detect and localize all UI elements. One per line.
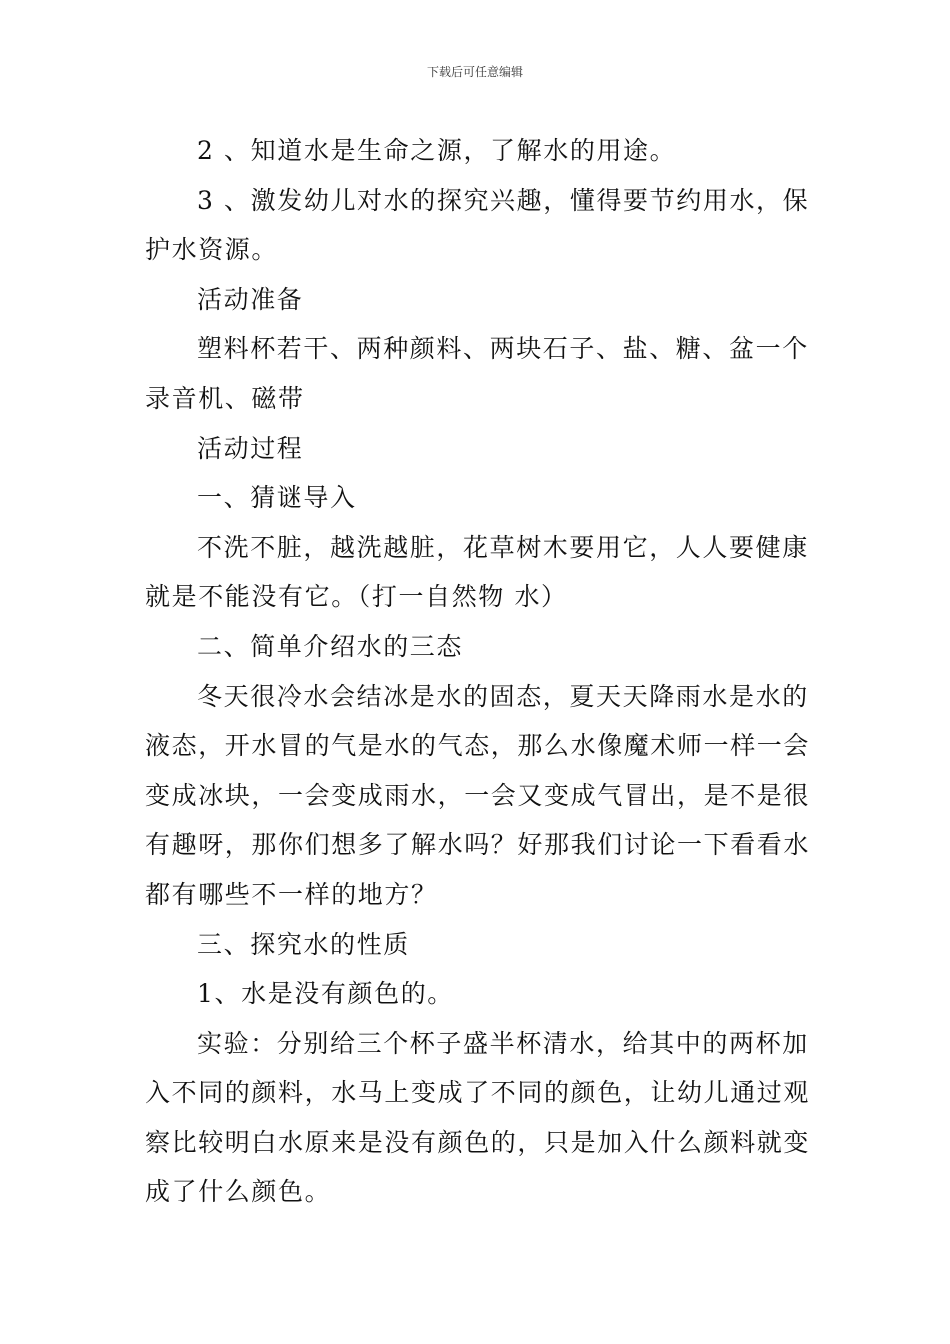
line-9: 不洗不脏，越洗越脏，花草树木要用它，人人要健康: [197, 532, 809, 562]
line-6: 录音机、磁带: [145, 383, 305, 413]
line-14: 变成冰块，一会变成雨水，一会又变成气冒出，是不是很: [145, 780, 811, 810]
line-15: 有趣呀，那你们想多了解水吗？好那我们讨论一下看看水: [145, 830, 811, 860]
line-19: 实验：分别给三个杯子盛半杯清水，给其中的两杯加: [197, 1028, 809, 1058]
heading-water-properties: 三、探究水的性质: [197, 929, 410, 959]
page-header: 下载后可任意编辑: [426, 65, 523, 79]
line-1: 2 、知道水是生命之源，了解水的用途。: [197, 136, 677, 165]
heading-three-states: 二、简单介绍水的三态: [197, 631, 464, 661]
document-body: [145, 126, 811, 1217]
line-16: 都有哪些不一样的地方？: [145, 879, 438, 909]
line-2: 3 、激发幼儿对水的探究兴趣，懂得要节约用水，保: [197, 185, 810, 215]
line-20: 入不同的颜料，水马上变成了不同的颜色，让幼儿通过观: [145, 1078, 811, 1108]
line-5: 塑料杯若干、两种颜料、两块石子、盐、糖、盆一个: [197, 334, 809, 364]
heading-riddle-intro: 一、猜谜导入: [197, 483, 357, 513]
line-13: 液态，开水冒的气是水的气态，那么水像魔术师一样一会: [145, 731, 811, 761]
line-3: 护水资源。: [145, 235, 279, 265]
line-22: 成了什么颜色。: [145, 1177, 332, 1207]
line-21: 察比较明白水原来是没有颜色的，只是加入什么颜料就变: [145, 1127, 811, 1157]
line-10: 就是不能没有它。（打一自然物 水）: [145, 582, 568, 612]
heading-activity-process: 活动过程: [197, 433, 304, 463]
heading-activity-preparation: 活动准备: [197, 284, 304, 314]
line-18: 1、水是没有颜色的。: [197, 979, 454, 1009]
line-12: 冬天很冷水会结冰是水的固态，夏天天降雨水是水的: [197, 681, 809, 711]
